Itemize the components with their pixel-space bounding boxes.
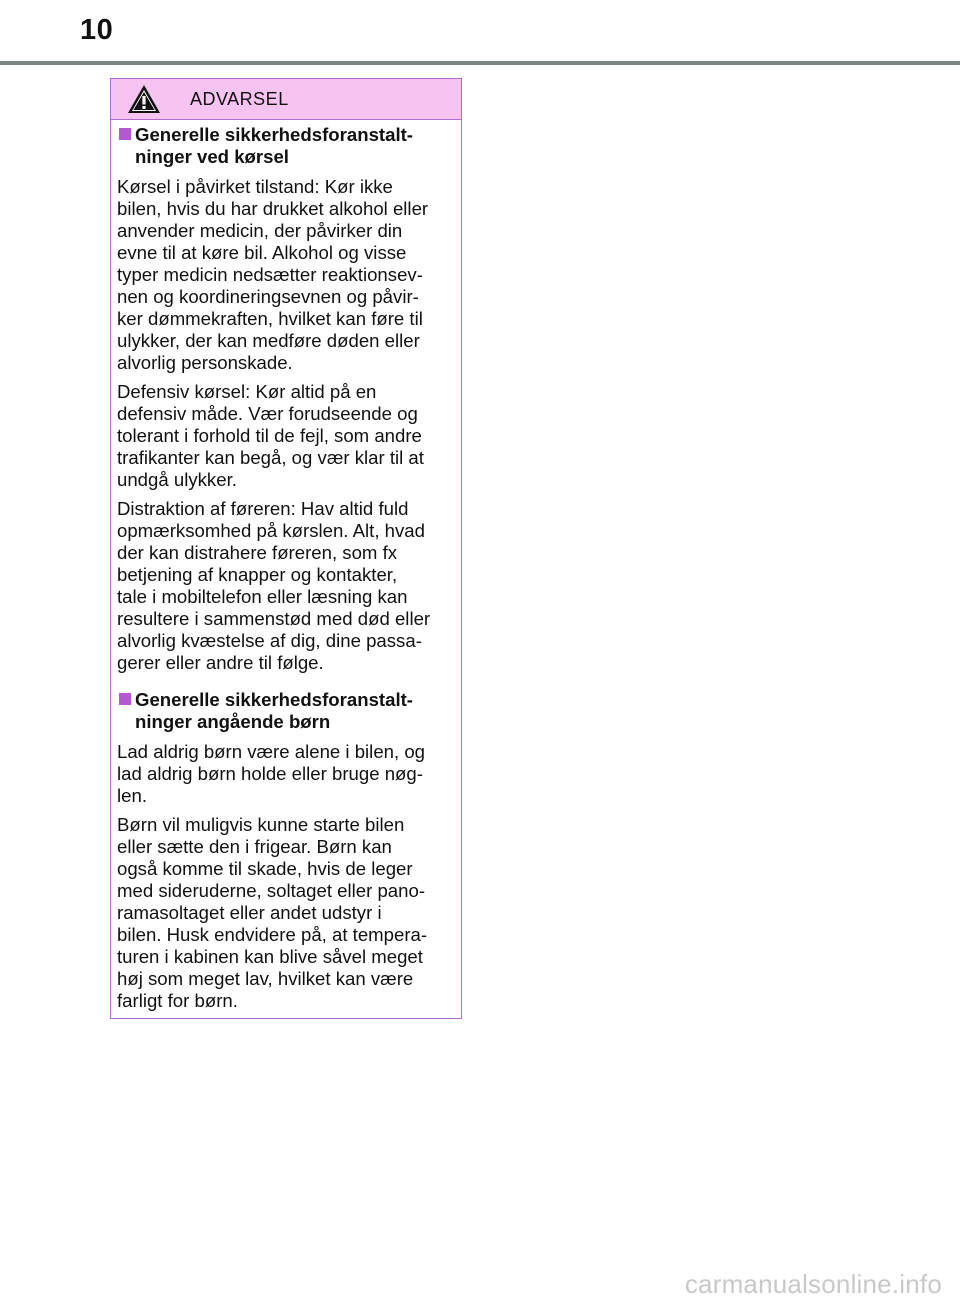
paragraph-impaired-driving — [117, 176, 447, 374]
text-line: anvender medicin, der påvirker din — [117, 220, 403, 241]
text-line: ker dømmekraften, hvilket kan føre til — [117, 308, 423, 329]
heading-line: ninger ved kørsel — [135, 146, 289, 167]
page-number: 10 — [80, 14, 114, 46]
text-line: defensiv måde. Vær forudseende og — [117, 403, 418, 424]
text-line: alvorlig kvæstelse af dig, dine passa- — [117, 630, 422, 651]
text-line: eller sætte den i frigear. Børn kan — [117, 836, 392, 857]
heading-line: Generelle sikkerhedsforanstalt- — [135, 689, 413, 710]
text-line: Distraktion af føreren: Hav altid fuld — [117, 498, 409, 519]
text-line: farligt for børn. — [117, 990, 238, 1011]
text-line: tolerant i forhold til de fejl, som andre — [117, 425, 422, 446]
text-line: undgå ulykker. — [117, 469, 237, 490]
square-bullet-icon — [119, 693, 131, 705]
paragraph-driver-distraction — [117, 498, 447, 674]
paragraph-children-hazards — [117, 814, 447, 1012]
heading-line: ninger angående børn — [135, 711, 331, 732]
text-line: ramasoltaget eller andet udstyr i — [117, 902, 382, 923]
warning-box — [110, 78, 462, 1019]
text-line: også komme til skade, hvis de leger — [117, 858, 413, 879]
text-line: alvorlig personskade. — [117, 352, 293, 373]
text-line: Defensiv kørsel: Kør altid på en — [117, 381, 377, 402]
watermark: carmanualsonline.info — [684, 1269, 942, 1299]
warning-triangle-icon — [126, 83, 162, 115]
square-bullet-icon — [119, 128, 131, 140]
text-line: tale i mobiltelefon eller læsning kan — [117, 586, 408, 607]
section-heading — [117, 689, 447, 733]
text-line: trafikanter kan begå, og vær klar til at — [117, 447, 424, 468]
section-children — [117, 689, 447, 1012]
text-line: betjening af knapper og kontakter, — [117, 564, 398, 585]
text-line: Kørsel i påvirket tilstand: Kør ikke — [117, 176, 393, 197]
text-line: ulykker, der kan medføre døden eller — [117, 330, 420, 351]
text-line: lad aldrig børn holde eller bruge nøg- — [117, 763, 423, 784]
text-line: med sideruderne, soltaget eller pano- — [117, 880, 426, 901]
warning-title: ADVARSEL — [190, 89, 289, 109]
text-line: opmærksomhed på kørslen. Alt, hvad — [117, 520, 425, 541]
section-spacer — [117, 681, 447, 689]
section-heading — [117, 124, 447, 168]
text-line: len. — [117, 785, 147, 806]
text-line: gerer eller andre til følge. — [117, 652, 324, 673]
paragraph-defensive-driving — [117, 381, 447, 491]
warning-body — [111, 120, 461, 1012]
text-line: der kan distrahere føreren, som fx — [117, 542, 398, 563]
section-driving — [117, 124, 447, 674]
warning-header — [111, 79, 461, 120]
text-line: evne til at køre bil. Alkohol og visse — [117, 242, 407, 263]
text-line: høj som meget lav, hvilket kan være — [117, 968, 414, 989]
text-line: bilen, hvis du har drukket alkohol eller — [117, 198, 429, 219]
text-line: bilen. Husk endvidere på, at tempera- — [117, 924, 428, 945]
text-line: resultere i sammenstød med død eller — [117, 608, 431, 629]
text-line: nen og koordineringsevnen og påvir- — [117, 286, 419, 307]
text-line: turen i kabinen kan blive såvel meget — [117, 946, 423, 967]
text-line: typer medicin nedsætter reaktionsev- — [117, 264, 423, 285]
text-line: Børn vil muligvis kunne starte bilen — [117, 814, 405, 835]
heading-line: Generelle sikkerhedsforanstalt- — [135, 124, 413, 145]
paragraph-children-alone — [117, 741, 447, 807]
text-line: Lad aldrig børn være alene i bilen, og — [117, 741, 426, 762]
header-divider — [0, 61, 960, 65]
